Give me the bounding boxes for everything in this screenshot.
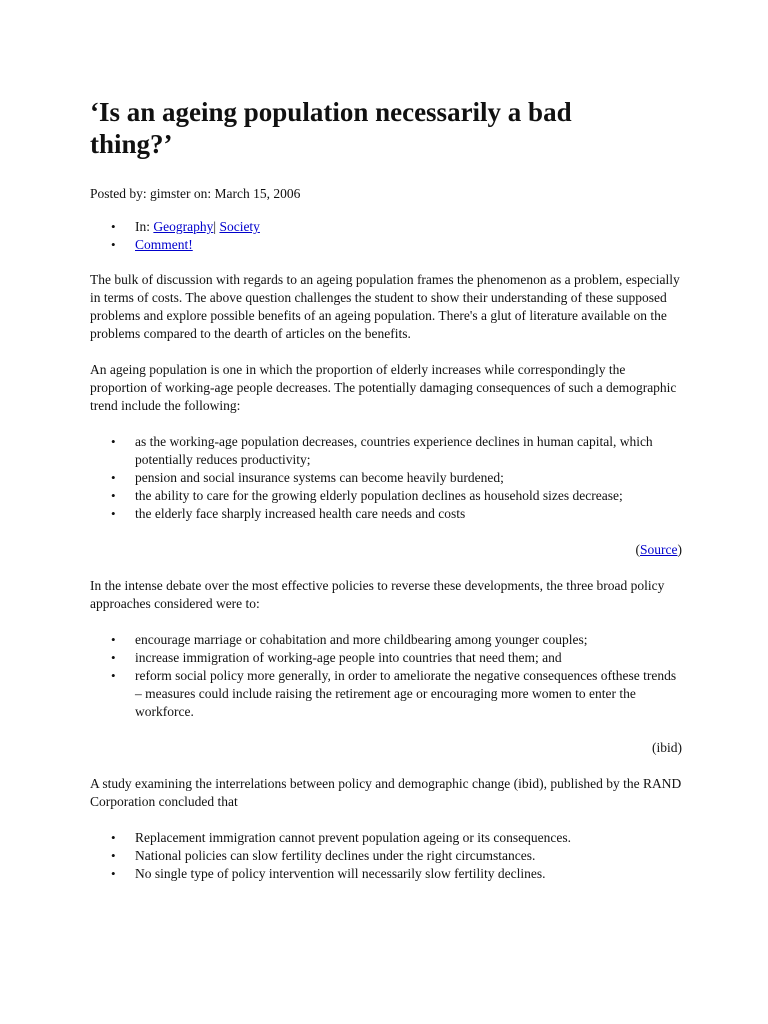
list-item: • National policies can slow fertility declines under the right circumstances.: [135, 847, 682, 865]
comment-link[interactable]: Comment!: [135, 237, 193, 252]
byline: Posted by: gimster on: March 15, 2006: [90, 186, 301, 201]
list-item: • increase immigration of working-age people into countries that need them; and: [135, 649, 682, 667]
citation-close: ): [677, 542, 682, 557]
list-item: • the ability to care for the growing elderly population declines as household sizes decrease;: [135, 487, 682, 505]
list-item: • pension and social insurance systems can become heavily burdened;: [135, 469, 682, 487]
list-item: • the elderly face sharply increased health care needs and costs: [135, 505, 682, 523]
article-title: ‘Is an ageing population necessarily a bad thing?’: [90, 97, 572, 159]
study-paragraph: A study examining the interrelations between policy and demographic change (ibid), published by the RAND Corporation concluded that: [90, 776, 682, 809]
category-link-geography[interactable]: Geography: [153, 219, 214, 234]
post-meta-list: [90, 218, 682, 254]
category-link-society[interactable]: Society: [219, 219, 260, 234]
category-separator: |: [213, 219, 220, 234]
policies-list: [90, 631, 682, 721]
citation-open: (: [635, 542, 640, 557]
comment-item: [135, 236, 682, 254]
source-link[interactable]: Source: [640, 542, 678, 557]
list-item: • reform social policy more generally, in order to ameliorate the negative consequences ofthese trends – measures could include raising the retirement age or encouraging more women to enter the workforce.: [135, 667, 682, 721]
intro-paragraph: The bulk of discussion with regards to an ageing population frames the phenomenon as a problem, especially in terms of costs. The above question challenges the student to show their understanding of these supposed problems and explore possible benefits of an ageing population. There's a glut of literature available on the problems compared to the dearth of articles on the benefits.: [90, 272, 680, 341]
source-citation: [90, 541, 682, 559]
policy-paragraph: In the intense debate over the most effective policies to reverse these developments, the three broad policy approaches considered were to:: [90, 578, 665, 611]
ibid-citation: (ibid): [652, 740, 682, 755]
in-label: In:: [135, 219, 154, 234]
list-item: • No single type of policy intervention will necessarily slow fertility declines.: [135, 865, 682, 883]
consequences-list: [90, 433, 682, 523]
conclusions-list: [90, 829, 682, 883]
definition-paragraph: An ageing population is one in which the proportion of elderly increases while correspondingly the proportion of working-age people decreases. The potentially damaging consequences of such a demographic trend include the following:: [90, 362, 677, 413]
category-item: [135, 218, 682, 236]
list-item: • Replacement immigration cannot prevent population ageing or its consequences.: [135, 829, 682, 847]
list-item: • encourage marriage or cohabitation and more childbearing among younger couples;: [135, 631, 682, 649]
list-item: • as the working-age population decreases, countries experience declines in human capital, which potentially reduces productivity;: [135, 433, 682, 469]
